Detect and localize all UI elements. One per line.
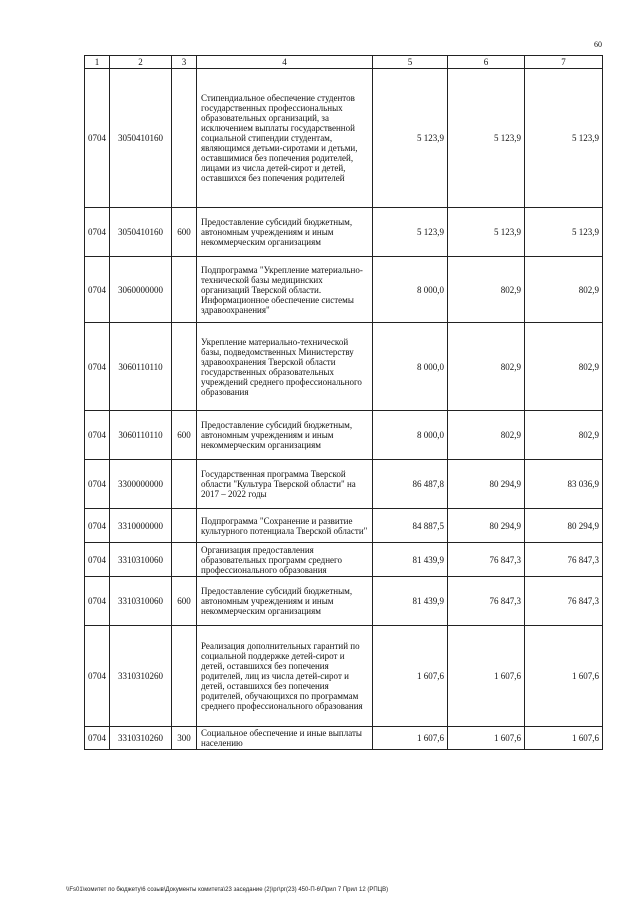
section-code-cell: 0704 [85,69,110,208]
section-code-cell: 0704 [85,208,110,257]
amount-col6-cell: 1 607,6 [448,727,525,750]
target-article-cell: 3310310060 [110,543,172,577]
expense-type-cell [172,69,197,208]
section-code-cell: 0704 [85,323,110,411]
header-cell: 5 [373,56,448,69]
expense-type-cell [172,257,197,323]
amount-col5-cell: 8 000,0 [373,411,448,460]
amount-col5-cell: 8 000,0 [373,257,448,323]
amount-col6-cell: 802,9 [448,411,525,460]
table-row [85,69,603,208]
description-cell: Предоставление субсидий бюджетным, автономным учреждениям и иным некоммерческим организациям [197,208,373,257]
target-article-cell: 3310310260 [110,626,172,727]
amount-col5-cell: 84 887,5 [373,509,448,543]
amount-col6-cell: 76 847,3 [448,577,525,626]
table-row [85,323,603,411]
amount-col7-cell: 5 123,9 [525,69,603,208]
section-code-cell: 0704 [85,257,110,323]
target-article-cell: 3300000000 [110,460,172,509]
description-cell: Подпрограмма "Сохранение и развитие культурного потенциала Тверской области" [197,509,373,543]
header-cell: 2 [110,56,172,69]
table-row [85,460,603,509]
header-cell: 6 [448,56,525,69]
amount-col5-cell: 81 439,9 [373,543,448,577]
amount-col6-cell: 80 294,9 [448,509,525,543]
target-article-cell: 3310000000 [110,509,172,543]
amount-col5-cell: 1 607,6 [373,626,448,727]
target-article-cell: 3310310260 [110,727,172,750]
target-article-cell: 3060110110 [110,411,172,460]
amount-col7-cell: 802,9 [525,257,603,323]
amount-col6-cell: 5 123,9 [448,69,525,208]
amount-col6-cell: 80 294,9 [448,460,525,509]
section-code-cell: 0704 [85,460,110,509]
expense-type-cell [172,460,197,509]
description-cell: Государственная программа Тверской области "Культура Тверской области" на 2017 – 2022 годы [197,460,373,509]
header-cell: 3 [172,56,197,69]
section-code-cell: 0704 [85,509,110,543]
section-code-cell: 0704 [85,543,110,577]
amount-col6-cell: 802,9 [448,257,525,323]
table-row [85,208,603,257]
amount-col5-cell: 5 123,9 [373,69,448,208]
amount-col7-cell: 1 607,6 [525,727,603,750]
section-code-cell: 0704 [85,727,110,750]
amount-col5-cell: 81 439,9 [373,577,448,626]
table-row [85,509,603,543]
header-cell: 4 [197,56,373,69]
expense-type-cell [172,543,197,577]
table-row [85,411,603,460]
expense-type-cell [172,626,197,727]
amount-col6-cell: 5 123,9 [448,208,525,257]
amount-col5-cell: 1 607,6 [373,727,448,750]
expense-type-cell [172,323,197,411]
table-row [85,543,603,577]
amount-col7-cell: 802,9 [525,323,603,411]
section-code-cell: 0704 [85,577,110,626]
target-article-cell: 3060000000 [110,257,172,323]
section-code-cell: 0704 [85,411,110,460]
target-article-cell: 3050410160 [110,69,172,208]
file-path-footer: \\Fs01\комитет по бюджету\6 созыв\Документы комитета\23 заседание (2)\рг\рг(23) 450-П-6\Прил 7 Прил 12 (РПЦВ) [66,887,389,893]
section-code-cell: 0704 [85,626,110,727]
description-cell: Организация предоставления образовательных программ среднего профессионального образования [197,543,373,577]
header-cell: 7 [525,56,603,69]
amount-col5-cell: 8 000,0 [373,323,448,411]
amount-col5-cell: 5 123,9 [373,208,448,257]
target-article-cell: 3310310060 [110,577,172,626]
description-cell: Социальное обеспечение и иные выплаты населению [197,727,373,750]
table-row [85,727,603,750]
target-article-cell: 3060110110 [110,323,172,411]
amount-col7-cell: 802,9 [525,411,603,460]
amount-col6-cell: 1 607,6 [448,626,525,727]
page-number: 60 [594,40,602,49]
description-cell: Укрепление материально-технической базы, подведомственных Министерству здравоохранения Тверской области государственных образовательных учреждений среднего профессионального образования [197,323,373,411]
header-row [85,56,603,69]
budget-table [84,55,603,750]
description-cell: Стипендиальное обеспечение студентов государственных профессиональных образовательных организаций, за исключением выплаты государственной социальной стипендии студентам, являющимся детьми-сиротами и детьми, оставшимися без попечения родителей, лицами из числа детей-сирот и детей, оставшихся без попечения родителей [197,69,373,208]
table-row [85,257,603,323]
target-article-cell: 3050410160 [110,208,172,257]
amount-col7-cell: 5 123,9 [525,208,603,257]
description-cell: Подпрограмма "Укрепление материально-технической базы медицинских организаций Тверской области. Информационное обеспечение системы здравоохранения" [197,257,373,323]
amount-col7-cell: 76 847,3 [525,577,603,626]
description-cell: Предоставление субсидий бюджетным, автономным учреждениям и иным некоммерческим организациям [197,411,373,460]
header-cell: 1 [85,56,110,69]
expense-type-cell: 300 [172,727,197,750]
expense-type-cell: 600 [172,577,197,626]
expense-type-cell [172,509,197,543]
table-row [85,577,603,626]
amount-col7-cell: 76 847,3 [525,543,603,577]
expense-type-cell: 600 [172,411,197,460]
amount-col6-cell: 76 847,3 [448,543,525,577]
amount-col6-cell: 802,9 [448,323,525,411]
description-cell: Предоставление субсидий бюджетным, автономным учреждениям и иным некоммерческим организациям [197,577,373,626]
amount-col7-cell: 80 294,9 [525,509,603,543]
expense-type-cell: 600 [172,208,197,257]
amount-col7-cell: 1 607,6 [525,626,603,727]
table-row [85,626,603,727]
description-cell: Реализация дополнительных гарантий по социальной поддержке детей-сирот и детей, оставшихся без попечения родителей, лиц из числа детей-сирот и детей, оставшихся без попечения родителей, обучающихся по программам среднего профессионального образования [197,626,373,727]
amount-col5-cell: 86 487,8 [373,460,448,509]
amount-col7-cell: 83 036,9 [525,460,603,509]
